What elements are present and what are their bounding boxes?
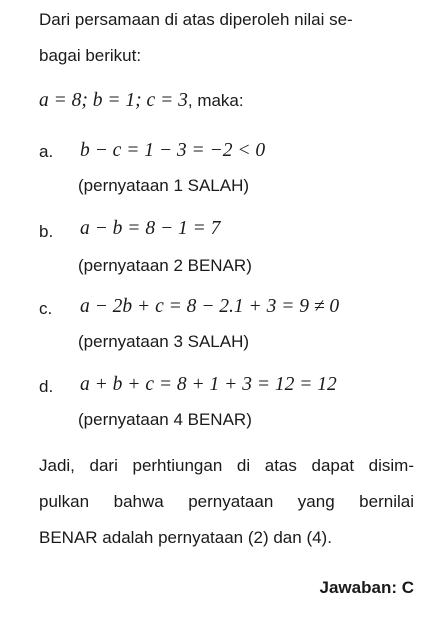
item-b-equation: a − b = 8 − 1 = 7 [80,218,221,239]
conclusion-line-2: pulkan bahwa pernyataan yang bernilai [39,492,414,511]
item-b-letter: b. [39,222,54,241]
item-c-letter: c. [39,299,53,318]
given-values-suffix: , maka: [187,91,244,110]
item-d-equation: a + b + c = 8 + 1 + 3 = 12 = 12 [80,374,337,395]
item-a-note: (pernyataan 1 SALAH) [78,176,250,195]
answer-label: Jawaban: C [319,578,414,597]
item-a-equation: b − c = 1 − 3 = −2 < 0 [80,140,266,161]
conclusion-line-1: Jadi, dari perhtiungan di atas dapat disim- [39,456,414,475]
item-d-letter: d. [39,377,54,396]
intro-line-1: Dari persamaan di atas diperoleh nilai se- [39,10,353,29]
given-values-equation: a = 8; b = 1; c = 3 [39,90,188,111]
item-a-letter: a. [39,142,54,161]
intro-line-2: bagai berikut: [39,46,142,65]
item-c-equation: a − 2b + c = 8 − 2.1 + 3 = 9 ≠ 0 [80,296,340,317]
given-values [39,90,244,112]
conclusion-line-3: BENAR adalah pernyataan (2) dan (4). [39,528,332,547]
item-d-note: (pernyataan 4 BENAR) [78,410,252,429]
item-c-note: (pernyataan 3 SALAH) [78,332,250,351]
item-b-note: (pernyataan 2 BENAR) [78,256,252,275]
